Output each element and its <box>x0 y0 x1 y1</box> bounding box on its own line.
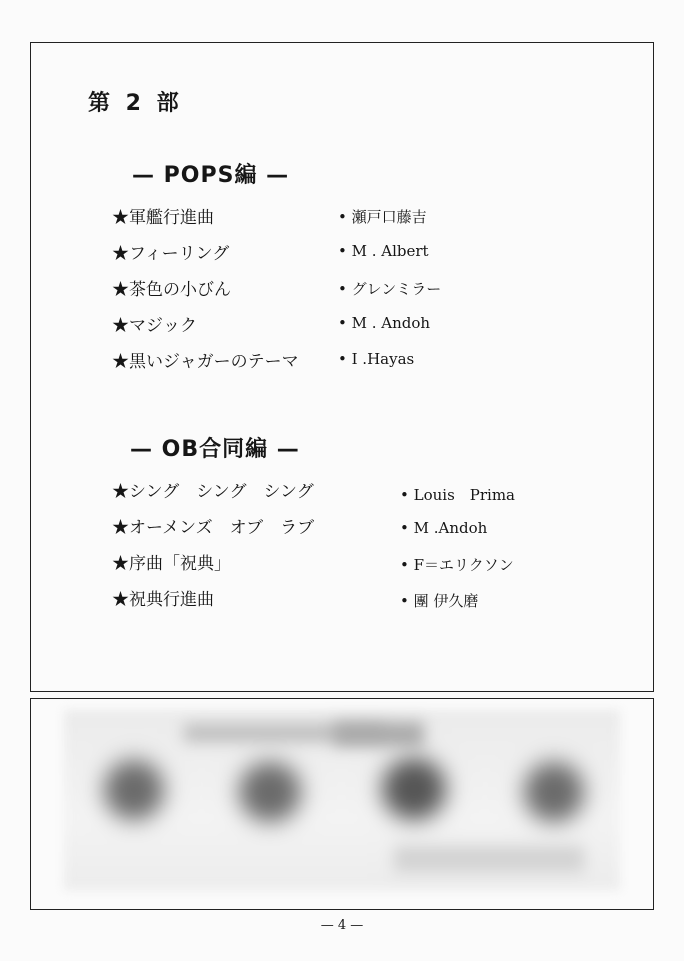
program-item-title: ★オーメンズ オブ ラブ <box>112 518 315 538</box>
program-item-title: ★祝典行進曲 <box>112 590 214 610</box>
program-item-composer: • Louis Prima <box>400 486 515 504</box>
photo-blur-region <box>334 722 424 746</box>
program-item-title: ★茶色の小びん <box>112 280 231 300</box>
program-item-composer: • M .Andoh <box>400 519 488 537</box>
program-item-title: ★シング シング シング <box>112 482 314 502</box>
program-item-composer: • I .Hayas <box>338 350 415 368</box>
program-item-composer: • 瀬戸口藤吉 <box>338 208 427 226</box>
program-item-title: ★マジック <box>112 316 197 336</box>
section-heading-pops: — POPS編 — <box>132 163 290 188</box>
program-item-composer: • M . Andoh <box>338 314 431 332</box>
program-item-title: ★序曲「祝典」 <box>112 554 231 574</box>
blurred-photo <box>64 710 620 890</box>
program-item-title: ★軍艦行進曲 <box>112 208 214 228</box>
photo-blur-region <box>239 762 301 822</box>
photo-blur-region <box>104 760 164 820</box>
section-heading-ob: — OB合同編 — <box>130 437 300 462</box>
program-item-composer: • グレンミラー <box>338 280 442 298</box>
photo-blur-region <box>382 758 446 820</box>
program-item-composer: • F＝エリクソン <box>400 556 514 574</box>
program-item-composer: • M . Albert <box>338 242 429 260</box>
page-number: — 4 — <box>320 918 364 933</box>
program-item-title: ★フィーリング <box>112 244 230 264</box>
program-item-composer: • 團 伊久磨 <box>400 592 479 610</box>
program-item-title: ★黒いジャガーのテーマ <box>112 352 299 372</box>
photo-blur-region <box>394 846 584 872</box>
photo-blur-region <box>524 762 584 822</box>
part-title: 第 2 部 <box>88 91 183 116</box>
